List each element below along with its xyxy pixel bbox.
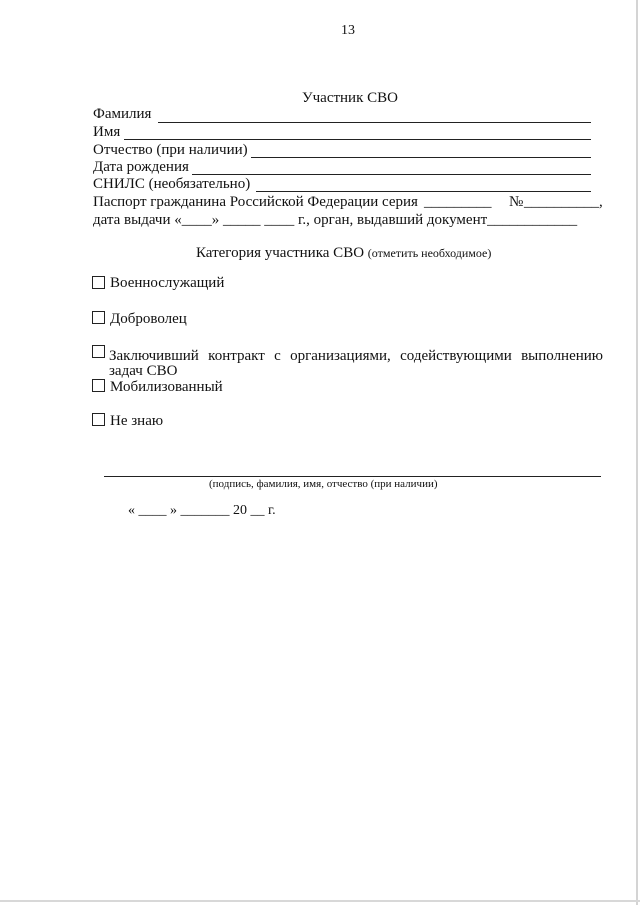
patronymic-label: Отчество (при наличии) bbox=[93, 142, 248, 158]
page-number: 13 bbox=[341, 23, 355, 38]
signature-date-line[interactable]: « ____ » _______ 20 __ г. bbox=[128, 503, 276, 518]
form-title: Участник СВО bbox=[302, 90, 398, 106]
scan-edge-bottom bbox=[0, 900, 640, 902]
patronymic-field[interactable] bbox=[251, 157, 591, 158]
signature-field[interactable] bbox=[104, 476, 601, 477]
passport-number-field[interactable]: __________, bbox=[524, 194, 603, 210]
snils-field[interactable] bbox=[256, 191, 591, 192]
first-name-field[interactable] bbox=[124, 139, 591, 140]
issue-date-and-authority-line[interactable]: дата выдачи «____» _____ ____ г., орган, выдавший документ____________ bbox=[93, 212, 578, 228]
option-military-label: Военнослужащий bbox=[110, 275, 225, 291]
category-heading bbox=[196, 245, 491, 262]
last-name-label: Фамилия bbox=[93, 106, 152, 122]
checkbox-contract[interactable] bbox=[92, 345, 105, 358]
snils-label: СНИЛС (необязательно) bbox=[93, 176, 251, 192]
checkbox-dont-know[interactable] bbox=[92, 413, 105, 426]
option-contract-label: Заключивший контракт с организациями, содействующими выполнению задач СВО bbox=[109, 348, 603, 379]
option-volunteer-label: Доброволец bbox=[110, 311, 187, 327]
checkbox-military[interactable] bbox=[92, 276, 105, 289]
last-name-field[interactable] bbox=[158, 122, 591, 123]
passport-label: Паспорт гражданина Российской Федерации серия bbox=[93, 194, 418, 210]
category-heading-note: (отметить необходимое) bbox=[367, 246, 492, 260]
passport-series-field[interactable]: _________ bbox=[424, 194, 492, 210]
birth-date-label: Дата рождения bbox=[93, 159, 189, 175]
option-dont-know-label: Не знаю bbox=[110, 413, 164, 429]
option-mobilized-label: Мобилизованный bbox=[110, 379, 223, 395]
signature-caption: (подпись, фамилия, имя, отчество (при наличии) bbox=[209, 478, 438, 490]
passport-number-label: № bbox=[509, 194, 524, 210]
birth-date-field[interactable] bbox=[192, 174, 591, 175]
first-name-label: Имя bbox=[93, 124, 121, 140]
scan-edge-right bbox=[636, 0, 638, 905]
category-heading-text: Категория участника СВО bbox=[196, 245, 365, 261]
checkbox-mobilized[interactable] bbox=[92, 379, 105, 392]
checkbox-volunteer[interactable] bbox=[92, 311, 105, 324]
